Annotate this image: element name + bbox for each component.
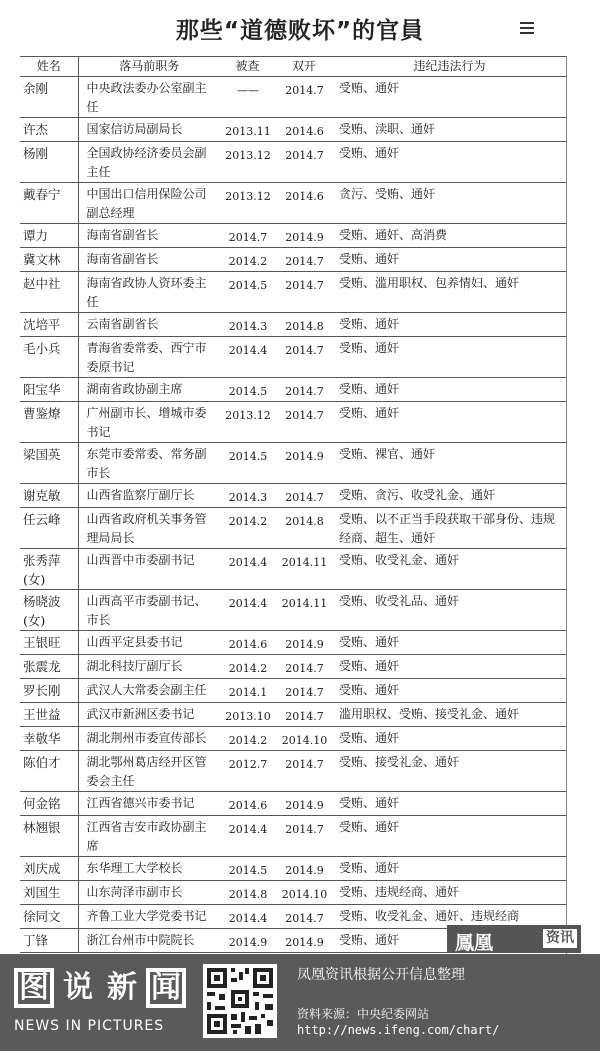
official-name: 刘国生	[20, 881, 78, 905]
violations: 受贿、通奸	[333, 655, 566, 679]
violations: 受贿、滥用职权、包养情妇、通奸	[333, 272, 566, 313]
violations: 受贿、收受礼金、通奸	[333, 549, 566, 590]
expelled-date: 2014.10	[275, 881, 333, 905]
official-position: 中国出口信用保险公司副总经理	[78, 183, 220, 224]
table-row	[20, 142, 566, 183]
table-row	[20, 703, 566, 727]
official-name: 张秀萍(女)	[20, 549, 78, 590]
violations: 贪污、受贿、通奸	[333, 183, 566, 224]
investigated-date: 2014.2	[220, 508, 275, 549]
expelled-date: 2014.7	[275, 142, 333, 183]
footer-data-source: 资料来源：中央纪委网站	[297, 1007, 430, 1021]
investigated-date: 2014.2	[220, 655, 275, 679]
badge-tag: 资讯	[543, 929, 577, 948]
violations: 受贿、违规经商、通奸	[333, 881, 566, 905]
expelled-date: 2014.7	[275, 77, 333, 118]
violations: 受贿、裸官、通奸	[333, 443, 566, 484]
official-position: 海南省副省长	[78, 224, 220, 248]
expelled-date: 2014.7	[275, 248, 333, 272]
expelled-date: 2014.7	[275, 378, 333, 402]
expelled-date: 2014.8	[275, 508, 333, 549]
investigated-date: 2014.3	[220, 313, 275, 337]
expelled-date: 2014.7	[275, 703, 333, 727]
expelled-date: 2014.8	[275, 313, 333, 337]
official-name: 赵中社	[20, 272, 78, 313]
expelled-date: 2014.7	[275, 751, 333, 792]
expelled-date: 2014.9	[275, 224, 333, 248]
official-position: 东莞市委常委、常务副市长	[78, 443, 220, 484]
table-row	[20, 443, 566, 484]
investigated-date: 2014.4	[220, 590, 275, 631]
official-name: 杨刚	[20, 142, 78, 183]
investigated-date: 2014.1	[220, 679, 275, 703]
table-row	[20, 313, 566, 337]
table-row	[20, 792, 566, 816]
investigated-date: ——	[220, 77, 275, 118]
violations: 受贿、通奸	[333, 929, 566, 953]
qr-code-icon	[203, 964, 277, 1038]
official-name: 何金铭	[20, 792, 78, 816]
logo-char: 闻	[151, 970, 181, 1005]
expelled-date: 2014.6	[275, 183, 333, 224]
investigated-date: 2014.5	[220, 857, 275, 881]
violations: 受贿、通奸	[333, 679, 566, 703]
official-name: 张震龙	[20, 655, 78, 679]
official-name: 林翘银	[20, 816, 78, 857]
official-position: 江西省德兴市委书记	[78, 792, 220, 816]
official-position: 全国政协经济委员会副主任	[78, 142, 220, 183]
official-position: 武汉市新洲区委书记	[78, 703, 220, 727]
official-name: 谢克敏	[20, 484, 78, 508]
official-position: 国家信访局副局长	[78, 118, 220, 142]
table-row	[20, 248, 566, 272]
investigated-date: 2014.6	[220, 792, 275, 816]
official-name: 戴春宁	[20, 183, 78, 224]
header-violations: 违纪违法行为	[333, 57, 566, 77]
investigated-date: 2013.12	[220, 183, 275, 224]
officials-table	[20, 56, 566, 953]
header-position: 落马前职务	[78, 57, 220, 77]
table-row	[20, 337, 566, 378]
official-name: 曹鉴燎	[20, 402, 78, 443]
official-position: 山西晋中市委副书记	[78, 549, 220, 590]
violations: 受贿、贪污、收受礼金、通奸	[333, 484, 566, 508]
table-row	[20, 77, 566, 118]
violations: 受贿、以不正当手段获取干部身份、违规经商、超生、通奸	[333, 508, 566, 549]
official-position: 武汉人大常委会副主任	[78, 679, 220, 703]
table-row	[20, 272, 566, 313]
violations: 受贿、收受礼金、通奸、违规经商	[333, 905, 566, 929]
expelled-date: 2014.9	[275, 792, 333, 816]
official-name: 冀文林	[20, 248, 78, 272]
expelled-date: 2014.7	[275, 655, 333, 679]
official-name: 陈伯才	[20, 751, 78, 792]
ifeng-news-badge	[447, 925, 581, 953]
table-row	[20, 224, 566, 248]
violations: 受贿、通奸	[333, 631, 566, 655]
official-name: 任云峰	[20, 508, 78, 549]
table-row	[20, 631, 566, 655]
violations: 受贿、通奸	[333, 402, 566, 443]
investigated-date: 2014.2	[220, 248, 275, 272]
official-name: 徐同文	[20, 905, 78, 929]
official-position: 浙江台州市中院院长	[78, 929, 220, 953]
official-name: 许杰	[20, 118, 78, 142]
violations: 受贿、通奸	[333, 248, 566, 272]
official-name: 沈培平	[20, 313, 78, 337]
official-position: 山西高平市委副书记、市长	[78, 590, 220, 631]
investigated-date: 2014.7	[220, 224, 275, 248]
table-row	[20, 183, 566, 224]
table-row	[20, 727, 566, 751]
violations: 受贿、通奸	[333, 313, 566, 337]
official-name: 梁国英	[20, 443, 78, 484]
official-position: 山西平定县委书记	[78, 631, 220, 655]
expelled-date: 2014.7	[275, 484, 333, 508]
news-in-pictures-logo	[14, 968, 194, 1038]
investigated-date: 2014.9	[220, 929, 275, 953]
table-row	[20, 508, 566, 549]
investigated-date: 2014.4	[220, 337, 275, 378]
official-position: 山东菏泽市副市长	[78, 881, 220, 905]
official-position: 湖北鄂州葛店经开区管委会主任	[78, 751, 220, 792]
violations: 受贿、通奸	[333, 792, 566, 816]
header	[0, 0, 600, 56]
table-row	[20, 590, 566, 631]
official-position: 海南省政协人资环委主任	[78, 272, 220, 313]
investigated-date: 2014.5	[220, 378, 275, 402]
violations: 受贿、通奸	[333, 857, 566, 881]
violations: 受贿、接受礼金、通奸	[333, 751, 566, 792]
table-row	[20, 679, 566, 703]
investigated-date: 2014.4	[220, 816, 275, 857]
violations: 受贿、通奸	[333, 816, 566, 857]
table-row	[20, 402, 566, 443]
investigated-date: 2014.4	[220, 905, 275, 929]
official-name: 杨晓波(女)	[20, 590, 78, 631]
violations: 滥用职权、受贿、接受礼金、通奸	[333, 703, 566, 727]
table-header-row	[20, 57, 566, 77]
official-name: 谭力	[20, 224, 78, 248]
official-position: 广州副市长、增城市委书记	[78, 402, 220, 443]
violations: 受贿、通奸、高消费	[333, 224, 566, 248]
table-row	[20, 484, 566, 508]
expelled-date: 2014.7	[275, 402, 333, 443]
official-name: 王银旺	[20, 631, 78, 655]
header-name: 姓名	[20, 57, 78, 77]
table-row	[20, 751, 566, 792]
table-row	[20, 655, 566, 679]
expelled-date: 2014.7	[275, 905, 333, 929]
footer	[0, 954, 600, 1051]
table-row	[20, 118, 566, 142]
logo-char: 图	[19, 970, 49, 1005]
header-investigated: 被查	[220, 57, 275, 77]
investigated-date: 2014.6	[220, 631, 275, 655]
official-position: 山西省监察厅副厅长	[78, 484, 220, 508]
table-row	[20, 857, 566, 881]
expelled-date: 2014.9	[275, 929, 333, 953]
investigated-date: 2014.4	[220, 549, 275, 590]
investigated-date: 2013.10	[220, 703, 275, 727]
logo-subtitle: NEWS IN PICTURES	[14, 1018, 165, 1034]
expelled-date: 2014.7	[275, 337, 333, 378]
violations: 受贿、通奸	[333, 378, 566, 402]
footer-url: http://news.ifeng.com/chart/	[297, 1023, 500, 1037]
official-position: 中央政法委办公室副主任	[78, 77, 220, 118]
expelled-date: 2014.9	[275, 631, 333, 655]
expelled-date: 2014.10	[275, 727, 333, 751]
expelled-date: 2014.9	[275, 443, 333, 484]
official-position: 齐鲁工业大学党委书记	[78, 905, 220, 929]
header-expelled: 双开	[275, 57, 333, 77]
violations: 受贿、通奸	[333, 77, 566, 118]
investigated-date: 2014.2	[220, 727, 275, 751]
violations: 受贿、收受礼品、通奸	[333, 590, 566, 631]
violations: 受贿、通奸	[333, 142, 566, 183]
official-position: 湖北科技厅副厅长	[78, 655, 220, 679]
investigated-date: 2014.5	[220, 443, 275, 484]
official-position: 山西省政府机关事务管理局局长	[78, 508, 220, 549]
official-name: 王世益	[20, 703, 78, 727]
official-position: 海南省副省长	[78, 248, 220, 272]
official-position: 湖南省政协副主席	[78, 378, 220, 402]
official-name: 丁锋	[20, 929, 78, 953]
official-position: 江西省吉安市政协副主席	[78, 816, 220, 857]
investigated-date: 2013.11	[220, 118, 275, 142]
official-name: 幸敬华	[20, 727, 78, 751]
official-position: 湖北荆州市委宣传部长	[78, 727, 220, 751]
expelled-date: 2014.6	[275, 118, 333, 142]
table-row	[20, 549, 566, 590]
page-title: 那些“道德败坏”的官員	[175, 18, 425, 44]
logo-char: 新	[107, 970, 137, 1005]
official-name: 阳宝华	[20, 378, 78, 402]
violations: 受贿、通奸	[333, 337, 566, 378]
table-right-edge	[566, 56, 567, 954]
violations: 受贿、通奸	[333, 727, 566, 751]
officials-table-wrap	[20, 56, 566, 953]
violations: 受贿、渎职、通奸	[333, 118, 566, 142]
expelled-date: 2014.7	[275, 272, 333, 313]
official-name: 毛小兵	[20, 337, 78, 378]
table-row	[20, 378, 566, 402]
official-name: 刘庆成	[20, 857, 78, 881]
investigated-date: 2013.12	[220, 402, 275, 443]
investigated-date: 2013.12	[220, 142, 275, 183]
official-name: 余刚	[20, 77, 78, 118]
logo-char: 说	[63, 970, 93, 1005]
menu-icon[interactable]	[520, 22, 534, 34]
logo-main	[14, 968, 188, 1012]
investigated-date: 2012.7	[220, 751, 275, 792]
expelled-date: 2014.11	[275, 590, 333, 631]
expelled-date: 2014.11	[275, 549, 333, 590]
expelled-date: 2014.7	[275, 679, 333, 703]
investigated-date: 2014.5	[220, 272, 275, 313]
official-position: 青海省委常委、西宁市委原书记	[78, 337, 220, 378]
investigated-date: 2014.3	[220, 484, 275, 508]
expelled-date: 2014.7	[275, 816, 333, 857]
official-position: 云南省副省长	[78, 313, 220, 337]
table-row	[20, 881, 566, 905]
official-position: 东华理工大学校长	[78, 857, 220, 881]
official-name: 罗长刚	[20, 679, 78, 703]
table-row	[20, 816, 566, 857]
footer-source-note: 凤凰资讯根据公开信息整理	[297, 967, 465, 983]
expelled-date: 2014.9	[275, 857, 333, 881]
investigated-date: 2014.8	[220, 881, 275, 905]
badge-brand: 鳳凰	[455, 932, 494, 954]
